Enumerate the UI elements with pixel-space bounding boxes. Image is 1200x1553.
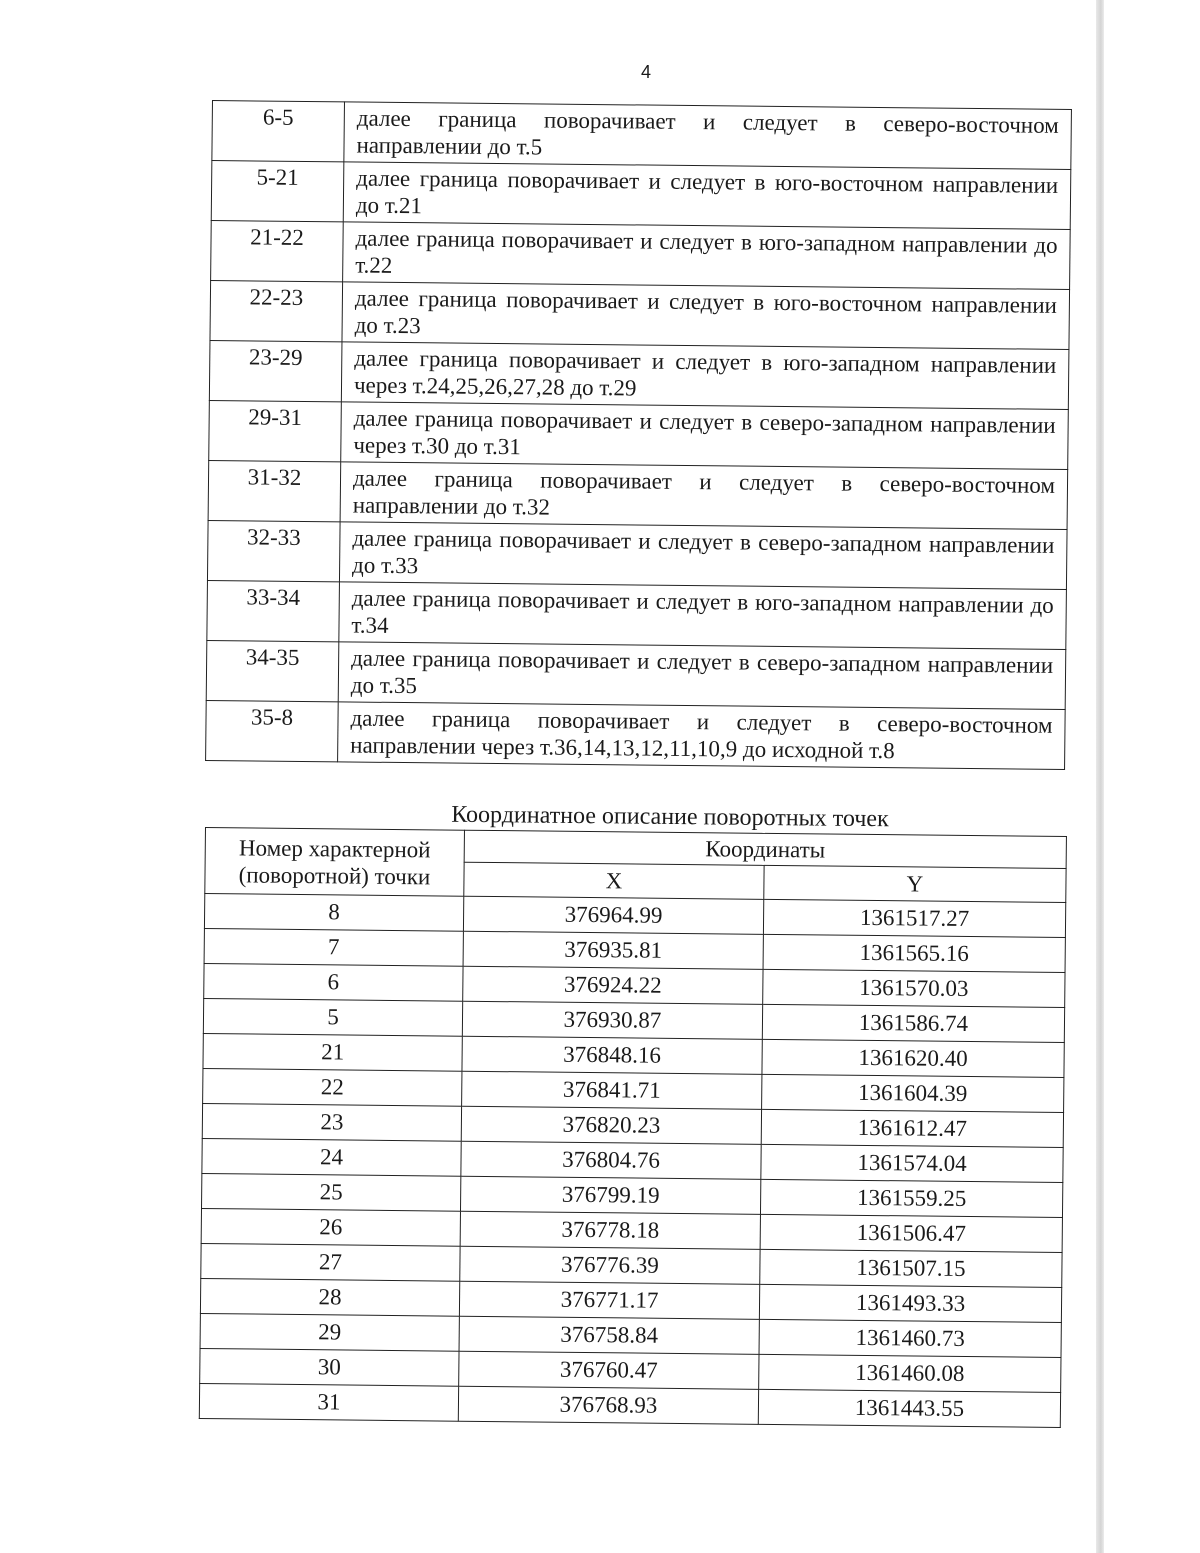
point-number: 7 xyxy=(204,928,463,966)
x-coordinate: 376820.23 xyxy=(461,1106,761,1144)
boundary-row xyxy=(206,700,1066,769)
segment-id: 32-33 xyxy=(207,520,340,581)
segment-id: 6-5 xyxy=(212,101,345,162)
page-number: 4 xyxy=(640,62,651,82)
coordinates-table-title: Координатное описание поворотных точек xyxy=(451,801,889,833)
coordinates-header: Координаты xyxy=(464,830,1066,869)
y-coordinate: 1361620.40 xyxy=(762,1039,1064,1077)
boundary-row xyxy=(207,580,1067,649)
segment-description: далее граница поворачивает и следует в юго-восточном направлении до т.23 xyxy=(342,282,1070,350)
x-coordinate: 376924.22 xyxy=(463,966,763,1004)
point-number: 29 xyxy=(200,1313,459,1351)
y-coordinate: 1361517.27 xyxy=(763,899,1065,937)
x-coordinate: 376760.47 xyxy=(459,1351,759,1389)
y-coordinate: 1361460.73 xyxy=(759,1319,1061,1357)
segment-description: далее граница поворачивает и следует в юго-западном направлении до т.22 xyxy=(343,222,1071,290)
y-coordinate: 1361565.16 xyxy=(763,934,1065,972)
boundary-row xyxy=(207,520,1067,589)
segment-description: далее граница поворачивает и следует в северо-западном направлении до т.33 xyxy=(339,522,1067,590)
y-coordinate: 1361559.25 xyxy=(760,1179,1062,1217)
y-header: Y xyxy=(764,866,1066,903)
point-number: 6 xyxy=(204,963,463,1001)
segment-id: 22-23 xyxy=(210,280,343,341)
point-number: 8 xyxy=(204,894,463,932)
segment-description: далее граница поворачивает и следует в северо-восточном направлении через т.36,14,13,12,11,10,9 до исходной т.8 xyxy=(338,702,1066,770)
boundary-row xyxy=(211,220,1071,289)
boundary-row xyxy=(209,340,1069,409)
boundary-row xyxy=(212,101,1072,170)
point-number: 21 xyxy=(203,1033,462,1071)
point-number: 26 xyxy=(201,1208,460,1246)
segment-description: далее граница поворачивает и следует в юго-западном направлении до т.34 xyxy=(339,582,1067,650)
point-number-header: Номер характерной (поворотной) точки xyxy=(205,828,465,897)
x-header: X xyxy=(464,863,764,900)
point-number: 28 xyxy=(200,1278,459,1316)
x-coordinate: 376804.76 xyxy=(461,1141,761,1179)
x-coordinate: 376930.87 xyxy=(462,1001,762,1039)
point-number: 22 xyxy=(203,1068,462,1106)
y-coordinate: 1361506.47 xyxy=(760,1214,1062,1252)
coordinates-table xyxy=(199,827,1067,1428)
boundary-row xyxy=(210,280,1070,349)
y-coordinate: 1361574.04 xyxy=(761,1144,1063,1182)
segment-description: далее граница поворачивает и следует в северо-восточном направлении до т.32 xyxy=(340,462,1068,530)
y-coordinate: 1361586.74 xyxy=(762,1004,1064,1042)
x-coordinate: 376935.81 xyxy=(463,931,763,969)
segment-description: далее граница поворачивает и следует в юго-западном направлении через т.24,25,26,27,28 до т.29 xyxy=(341,342,1069,410)
segment-id: 21-22 xyxy=(211,220,344,281)
y-coordinate: 1361493.33 xyxy=(759,1284,1061,1322)
segment-id: 29-31 xyxy=(209,400,342,461)
y-coordinate: 1361604.39 xyxy=(762,1074,1064,1112)
segment-id: 34-35 xyxy=(206,640,339,701)
x-coordinate: 376771.17 xyxy=(459,1281,759,1319)
segment-description: далее граница поворачивает и следует в северо-восточном направлении до т.5 xyxy=(344,102,1072,170)
point-number: 24 xyxy=(202,1138,461,1176)
y-coordinate: 1361443.55 xyxy=(758,1389,1060,1427)
segment-id: 31-32 xyxy=(208,460,341,521)
scan-page-edge xyxy=(1096,0,1104,1553)
point-number: 30 xyxy=(200,1348,459,1386)
y-coordinate: 1361460.08 xyxy=(759,1354,1061,1392)
boundary-row xyxy=(209,400,1069,469)
point-number: 27 xyxy=(201,1243,460,1281)
point-number: 5 xyxy=(203,998,462,1036)
segment-description: далее граница поворачивает и следует в северо-западном направлении через т.30 до т.31 xyxy=(341,402,1069,470)
x-coordinate: 376848.16 xyxy=(462,1036,762,1074)
x-coordinate: 376841.71 xyxy=(462,1071,762,1109)
x-coordinate: 376776.39 xyxy=(460,1246,760,1284)
boundary-description-table xyxy=(205,100,1072,770)
segment-id: 5-21 xyxy=(211,161,344,222)
segment-id: 35-8 xyxy=(206,700,339,761)
point-number: 31 xyxy=(199,1383,458,1421)
boundary-row xyxy=(211,161,1071,230)
segment-description: далее граница поворачивает и следует в северо-западном направлении до т.35 xyxy=(338,642,1066,710)
x-coordinate: 376758.84 xyxy=(459,1316,759,1354)
segment-description: далее граница поворачивает и следует в юго-восточном направлении до т.21 xyxy=(343,162,1071,230)
y-coordinate: 1361507.15 xyxy=(760,1249,1062,1287)
y-coordinate: 1361612.47 xyxy=(761,1109,1063,1147)
point-number: 25 xyxy=(202,1173,461,1211)
segment-id: 23-29 xyxy=(209,340,342,401)
boundary-row xyxy=(206,640,1066,709)
point-number: 23 xyxy=(202,1103,461,1141)
x-coordinate: 376799.19 xyxy=(460,1176,760,1214)
x-coordinate: 376778.18 xyxy=(460,1211,760,1249)
x-coordinate: 376964.99 xyxy=(463,896,763,934)
y-coordinate: 1361570.03 xyxy=(763,969,1065,1007)
boundary-row xyxy=(208,460,1068,529)
x-coordinate: 376768.93 xyxy=(458,1386,758,1424)
segment-id: 33-34 xyxy=(207,580,340,641)
